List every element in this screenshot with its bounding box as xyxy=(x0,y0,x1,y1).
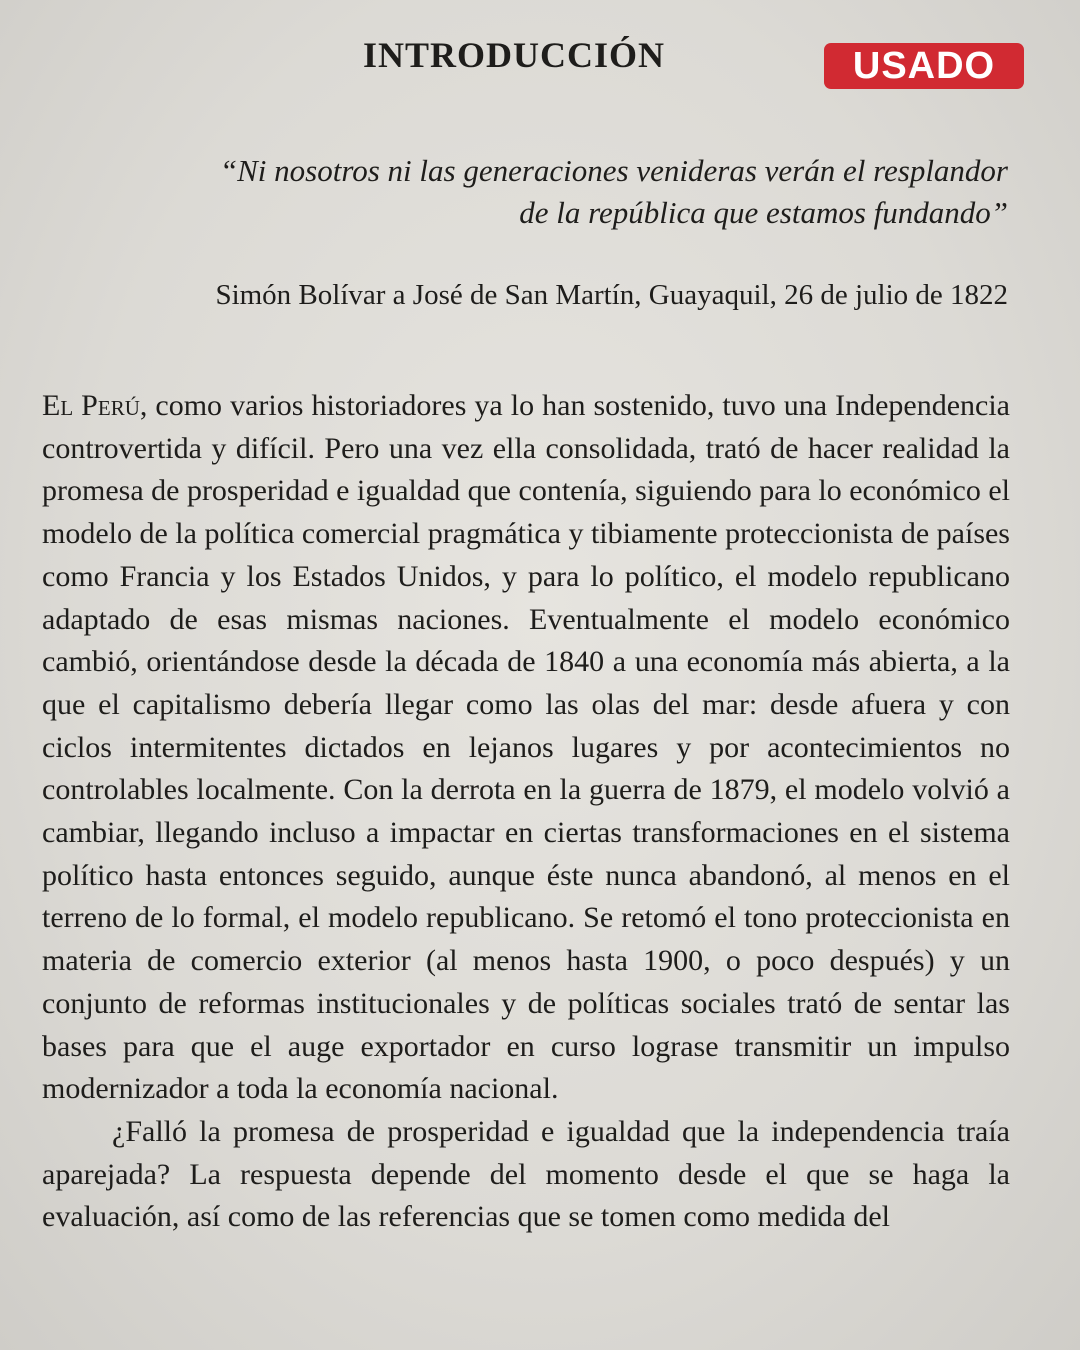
paragraph-1 xyxy=(42,385,1010,1111)
paragraph-2: ¿Falló la promesa de prosperidad e igualdad que la independencia traía aparejada? La respuesta depende del momento desde el que se haga la evaluación, así como de las referencias que se tomen como medida del xyxy=(42,1114,1010,1234)
epigraph-line-1: “Ni nosotros ni las generaciones venideras verán el resplandor xyxy=(219,153,1008,188)
body-text xyxy=(42,385,1010,1239)
paragraph-1-text: como varios historiadores ya lo han sostenido, tuvo una Independencia controvertida y difícil. Pero una vez ella consolidada, trató de hacer realidad la promesa de prosperidad e igualdad que contenía, siguiendo para lo económico el modelo de la política comercial pragmática y tibiamente proteccionista de países como Francia y los Estados Unidos, y para lo político, el modelo republicano adaptado de esas mismas naciones. Eventualmente el modelo económico cambió, orientándose desde la década de 1840 a una economía más abierta, a la que el capitalismo debería llegar como las olas del mar: desde afuera y con ciclos intermitentes dictados en lejanos lugares y por acontecimientos no controlables localmente. Con la derrota en la guerra de 1879, el modelo volvió a cambiar, llegando incluso a impactar en ciertas transformaciones en el sistema político hasta entonces seguido, aunque éste nunca abandonó, al menos en el terreno de lo formal, el modelo republicano. Se retomó el tono proteccionista en materia de comercio exterior (al menos hasta 1900, o poco después) y un conjunto de reformas institucionales y de políticas sociales trató de sentar las bases para que el auge exportador en curso lograse transmitir un impulso modernizador a toda la economía nacional. xyxy=(42,389,1010,1106)
epigraph-attribution: Simón Bolívar a José de San Martín, Guayaquil, 26 de julio de 1822 xyxy=(215,279,1008,311)
epigraph-line-2: de la república que estamos fundando” xyxy=(519,195,1008,230)
lead-smallcaps: El Perú, xyxy=(42,389,148,422)
used-badge: USADO xyxy=(824,43,1024,89)
chapter-heading-text: INTRODUCCIÓN xyxy=(362,35,666,75)
epigraph-quote xyxy=(188,150,1008,234)
